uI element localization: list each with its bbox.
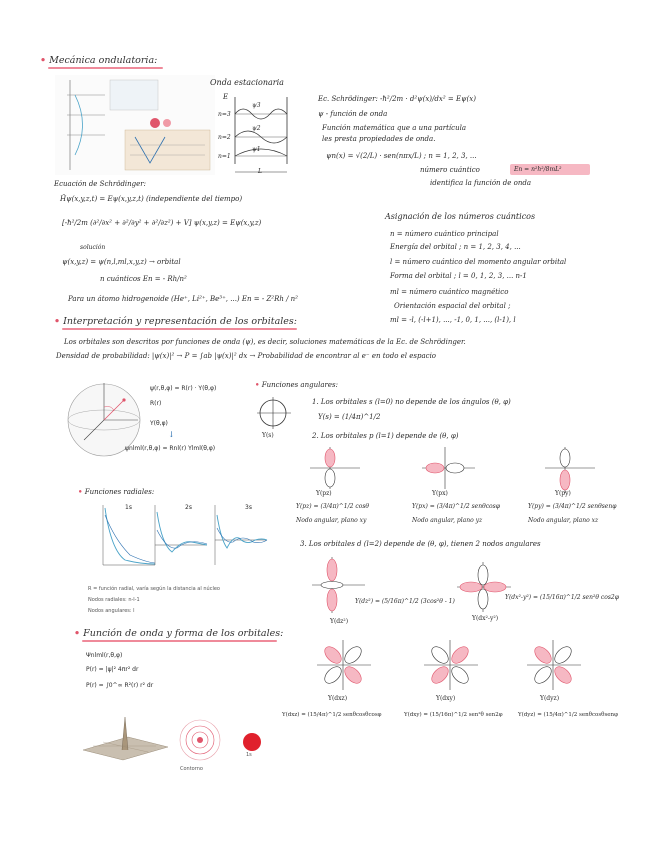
arrow-down-icon: ↓ [168,430,175,439]
radial-note1: R = función radial, varía según la distancia al núcleo [88,586,220,592]
asignacion-l2: Forma del orbital ; l = 0, 1, 2, 3, ... n-1 [390,272,527,280]
level-n3: n=3 [218,111,231,118]
spherical-eq3: Y(θ,φ) [150,420,168,427]
pz-nodo: Nodo angular, plano xy [296,517,367,524]
py-nodo: Nodo angular, plano xz [528,517,599,524]
radial-note3: Nodos angulares: l [88,608,135,614]
spherical-eq4: ψnlml(r,θ,φ) = Rnl(r) Ylml(θ,φ) [125,445,216,452]
px-label: Y(px) [432,490,448,497]
title-underline-3 [82,640,277,642]
pz-label: Y(pz) [316,490,332,497]
psi2-label: ψ2 [252,125,261,132]
dxz-eq: Y(dxz) = (15/4π)^1/2 senθcosθcosφ [282,712,382,718]
interpretacion-line2: Densidad de probabilidad: |ψ(x)|² → P = ∫ab |ψ(x)|² dx → Probabilidad de encontrar al e⁻ en todo el espacio [56,352,437,360]
dxy-orbital-diagram [422,638,482,693]
dz2-label: Y(dz²) [330,618,349,625]
px-orbital-diagram [420,445,480,490]
atom-diagram-figure [55,75,215,175]
dxz-orbital-diagram [315,638,375,693]
asignacion-m2: Orientación espacial del orbital ; [394,302,511,310]
axis-L: L [258,168,262,175]
funciones-angulares-title: • Funciones angulares: [255,380,338,389]
dx2y2-eq: Y(dx²-y²) = (15/16π)^1/2 sen²θ cos2φ [505,594,619,601]
s-text2: Y(s) = (1/4π)^1/2 [318,413,381,421]
section-title-funcion-radial: • Función de onda y forma de los orbitales: [74,628,284,639]
level-n2: n=2 [218,134,231,141]
axis-E: E [223,93,229,101]
level-n1: n=1 [218,153,231,160]
onda-estacionaria-title: Onda estacionaria [210,78,284,87]
dyz-label: Y(dyz) [540,695,560,702]
radial-plots [85,500,270,575]
ec-schrodinger: Ec. Schrödinger: -ħ²/2m · d²ψ(x)/dx² = Eψ(x) [318,95,476,103]
py-orbital-diagram [540,445,600,495]
d-text: 3. Los orbitales d (l=2) depende de (θ, φ), tienen 2 nodos angulares [300,540,541,548]
dyz-eq: Y(dyz) = (15/4π)^1/2 senθcosθsenφ [518,712,618,718]
psi-desc: ψ - función de onda [318,110,388,118]
numero-cuantico: número cuántico [420,166,480,174]
s-label: Y(s) [262,432,274,439]
section-title-interpretacion: • Interpretación y representación de los orbitales: [54,316,297,327]
psi3-label: ψ3 [252,102,261,109]
asignacion-title: Asignación de los números cuánticos [385,212,536,221]
psi1-label: ψ1 [252,146,261,153]
dx2y2-orbital-diagram [455,560,515,615]
p-text: 2. Los orbitales p (l=1) depende de (θ, φ) [312,432,459,440]
pz-orbital-diagram [305,445,365,490]
dot-orbital-image [240,730,264,754]
def-line1: Función matemática que a una partícula [322,124,466,132]
asignacion-n1: n = número cuántico principal [390,230,499,238]
dz2-eq: Y(dz²) = (5/16π)^1/2 (3cos²θ - 1) [355,598,455,605]
spherical-eq2: R(r) [150,400,162,407]
dxz-label: Y(dxz) [328,695,348,702]
s-text1: 1. Los orbitales s (l=0) no depende de los ángulos (θ, φ) [312,398,511,406]
ecuacion-hidrogenoide: Para un átomo hidrogenoide (He⁺, Li²⁺, Be³⁺, ...) En = - Z²Rh / n² [68,295,298,303]
energia-eq: En = n²h²/8mL² [514,166,562,173]
dxy-label: Y(dxy) [436,695,456,702]
def-line2: les presta propiedades de onda. [322,135,436,143]
ecuacion-cuanticos: n cuánticos En = - Rh/n² [100,275,187,283]
title-underline [48,67,163,69]
ecuacion-solucion: solución [80,244,106,251]
contour-label: Contorno [180,766,203,772]
funciones-radiales-title: • Funciones radiales: [78,487,155,496]
radial-eq2: P(r) = |ψ|² 4πr² dr [86,666,139,673]
contour-plot-image [178,718,223,763]
radial-note2: Nodos radiales: n-l-1 [88,597,140,603]
ecuacion-line3: ψ(x,y,z) = ψ(n,l,ml,x,y,z) → orbital [62,258,181,266]
ecuacion-line1: Ĥψ(x,y,z,t) = Eψ(x,y,z,t) (independiente del tiempo) [60,195,243,203]
radial-label-2s: 2s [185,504,192,511]
pz-eq: Y(pz) = (3/4π)^1/2 cosθ [296,503,370,510]
radial-label-1s: 1s [125,504,132,511]
asignacion-n2: Energía del orbital ; n = 1, 2, 3, 4, ... [390,243,521,251]
ecuacion-title: Ecuación de Schrödinger: [54,180,147,188]
radial-eq1: Ψnlml(r,θ,φ) [86,652,123,659]
dz2-orbital-diagram [310,555,370,615]
psi-n-eq: ψn(x) = √(2/L) · sen(nπx/L) ; n = 1, 2, 3, ... [326,152,477,160]
dot-label: 1s [246,752,252,758]
identifica-text: identifica la función de onda [430,179,531,187]
spherical-eq1: ψ(r,θ,φ) = R(r) · Y(θ,φ) [150,385,217,392]
dxy-eq: Y(dxy) = (15/16π)^1/2 sen²θ sen2φ [404,712,503,718]
dyz-orbital-diagram [525,638,585,693]
py-label: Y(py) [555,490,571,497]
radial-eq3: P(r) = ∫0^∞ R²(r) r² dr [86,682,154,689]
asignacion-l1: l = número cuántico del momento angular orbital [390,258,567,266]
radial-label-3s: 3s [245,504,252,511]
interpretacion-line1: Los orbitales son descritos por funciones de onda (ψ), es decir, soluciones matemáticas de la Ec. de Schrödinger. [64,338,466,346]
title-underline-2 [62,328,297,330]
px-eq: Y(px) = (3/4π)^1/2 senθcosφ [412,503,500,510]
py-eq: Y(py) = (3/4π)^1/2 senθsenφ [528,503,617,510]
dx2y2-label: Y(dx²-y²) [472,615,499,622]
ecuacion-line2: [-ħ²/2m (∂²/∂x² + ∂²/∂y² + ∂²/∂z²) + V] ψ(x,y,z) = Eψ(x,y,z) [62,219,262,227]
surface-plot-image [78,712,173,762]
asignacion-m3: ml = -l, (-l+1), ..., -1, 0, 1, ..., (l-1), l [390,316,516,324]
px-nodo: Nodo angular, plano yz [412,517,483,524]
section-title-mecanica: • Mecánica ondulatoria: [40,55,158,66]
s-orbital-diagram [255,395,295,433]
asignacion-m1: ml = número cuántico magnético [390,288,509,296]
